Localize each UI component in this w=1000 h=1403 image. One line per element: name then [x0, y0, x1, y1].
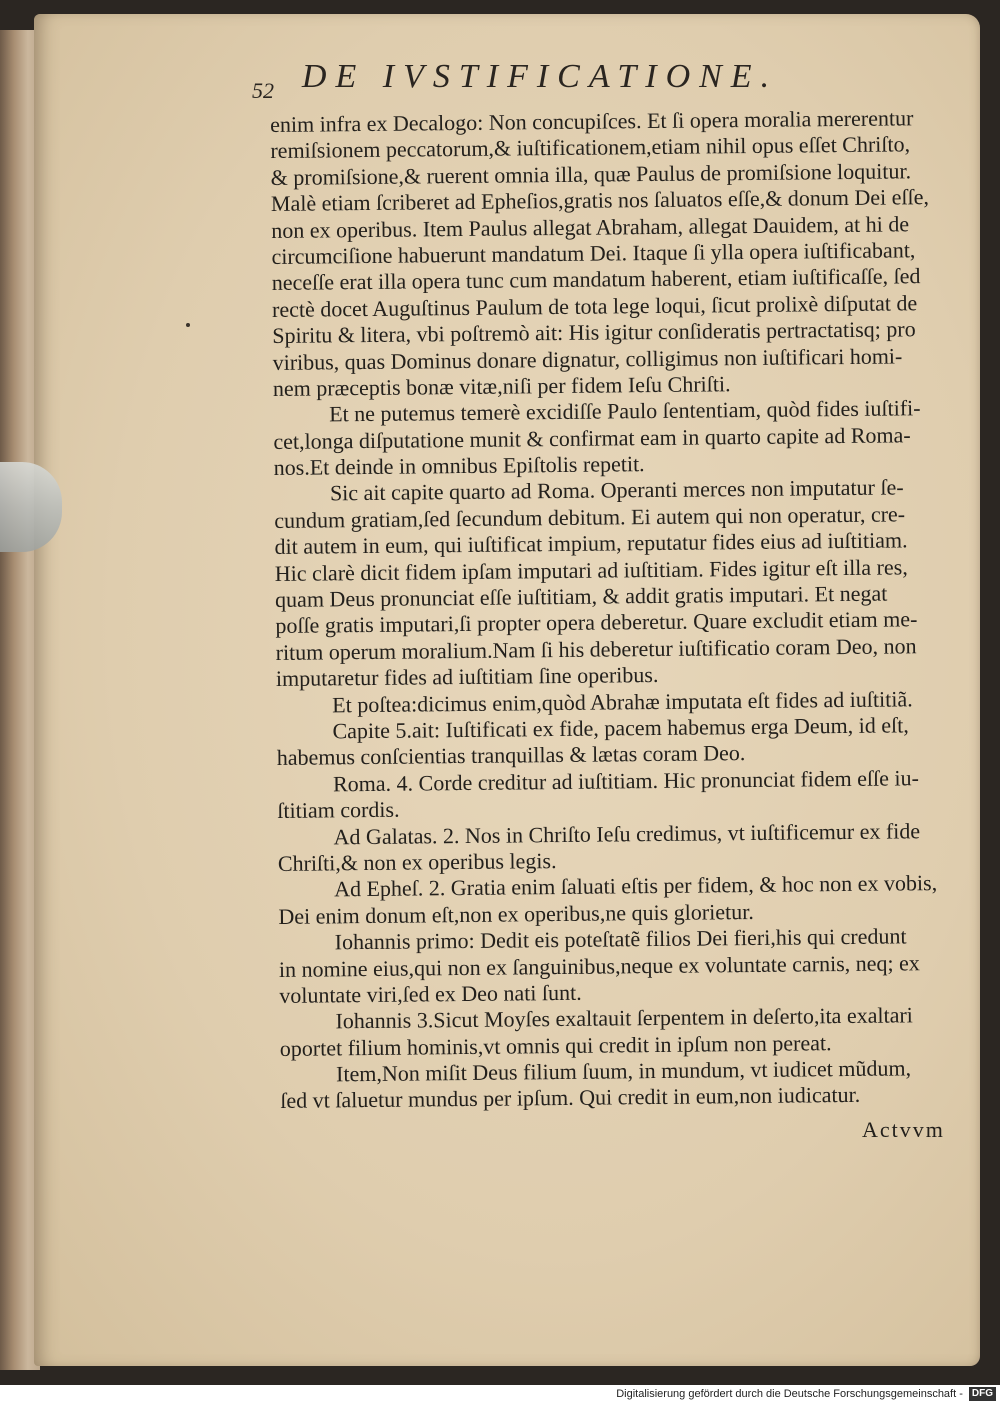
text-line: Malè etiam ſcriberet ad Epheſios,gratis nos ſaluatos eſſe,& donum Dei eſſe, [270, 184, 930, 217]
text-line: ſed vt ſaluetur mundus per ipſum. Qui credit in eum,non iudicatur. [280, 1082, 861, 1114]
text-line: Spiritu & litera, vbi poſtremò ait: His igitur conſideratis pertractatisq; pro [272, 316, 916, 349]
text-line: quam Deus pronunciat eſſe iuſtitiam, & addit gratis imputari. Et negat [274, 580, 888, 613]
text-line: neceſſe erat illa opera tunc cum mandatum haberent, etiam iuſtificaſſe, ſed [271, 263, 921, 296]
text-line: Hic clarè dicit fidem ipſam imputari ad iuſtitiam. Fides igitur eſt illa res, [274, 553, 908, 586]
text-line: rectè docet Auguſtinus Paulum de tota lege loqui, ſicut prolixè diſputat de [271, 289, 918, 322]
text-line: & promiſsione,& ruerent omnia illa, quæ Paulus de promiſsione loquitur. [270, 158, 912, 190]
text-line: imputaretur fides ad iuſtitiam ſine operibus. [275, 662, 659, 692]
text-line: Sic ait capite quarto ad Roma. Operanti merces non imputatur ſe- [329, 474, 904, 506]
digitization-footer [0, 1385, 1000, 1403]
text-line: in nomine eius,qui non ex ſanguinibus,neque ex voluntate carnis, neq; ex [278, 949, 920, 982]
text-line: voluntate viri,ſed ex Deo nati ſunt. [279, 979, 582, 1008]
ink-speck [186, 323, 190, 327]
body-text [270, 105, 980, 1115]
text-line: oportet filium hominis,vt omnis qui credit in ipſum non pereat. [279, 1029, 832, 1061]
text-line: Capite 5.ait: Iuſtificati ex fide, pacem habemus erga Deum, id eſt, [332, 712, 909, 744]
text-line: viribus, quas Dominus donare dignatur, colligimus non iuſtificari homi- [272, 342, 903, 375]
text-line: Ad Galatas. 2. Nos in Chriſto Ieſu credimus, vt iuſtificemur ex fide [333, 817, 921, 849]
text-line: Et poſtea:dicimus enim,quòd Abrahæ imputata eſt fides ad iuſtitiã. [332, 685, 913, 717]
text-line: ritum operum moralium.Nam ſi his deberetur iuſtificatio coram Deo, non [275, 633, 917, 665]
catchword: Actvvm [862, 1117, 945, 1142]
text-line: nem præceptis bonæ vitæ,niſi per fidem Ieſu Chriſti. [272, 371, 731, 401]
page-number: 52 [252, 78, 274, 103]
text-line: nos.Et deinde in omnibus Epiſtolis repetit. [273, 451, 645, 481]
funding-credit: Digitalisierung gefördert durch die Deutsche Forschungsgemeinschaft - [616, 1388, 963, 1400]
text-line: Roma. 4. Corde creditur ad iuſtitiam. Hic pronunciat fidem eſſe iu- [332, 765, 920, 797]
text-line: dit autem in eum, qui iuſtificat impium, reputatur fides eius ad iuſtitiam. [274, 527, 908, 560]
text-line: enim infra ex Decalogo: Non concupiſces. Et ſi opera moralia mererentur [270, 105, 914, 137]
text-line: Chriſti,& non ex operibus legis. [277, 847, 557, 876]
text-line: Et ne putemus temerè excidiſſe Paulo ſententiam, quòd fides iuſtifi- [329, 395, 921, 427]
text-line: habemus conſcientias tranquillas & lætas coram Deo. [276, 740, 746, 771]
text-line: poſſe gratis imputari,ſi propter opera deberetur. Quare excludit etiam me- [275, 606, 918, 639]
text-line: Iohannis primo: Dedit eis poteſtatẽ filios Dei fieri,his qui credunt [334, 923, 907, 955]
text-line: cet,longa diſputatione munit & confirmat eam in quarto capite ad Roma- [273, 421, 911, 454]
running-head: DE IVSTIFICATIONE. [301, 58, 779, 95]
text-line: cundum gratiam,ſed ſecundum debitum. Ei autem qui non operatur, cre- [274, 501, 906, 533]
text-line: circumciſione habuerunt mandatum Dei. Itaque ſi ylla opera iuſtificabant, [271, 237, 916, 269]
text-line: Item,Non miſit Deus filium ſuum, in mundum, vt iudicet mũdum, [335, 1055, 912, 1087]
text-line: Dei enim donum eſt,non ex operibus,ne quis glorietur. [278, 898, 754, 929]
text-line: non ex operibus. Item Paulus allegat Abraham, allegat Dauidem, at hi de [271, 210, 910, 243]
text-line: remiſsionem peccatorum,& iuſtificationem,etiam nihil opus eſſet Chriſto, [270, 131, 911, 164]
text-line: Ad Epheſ. 2. Gratia enim ſaluati eſtis per fidem, & hoc non ex vobis, [334, 870, 938, 902]
text-line: ſtitiam cordis. [277, 796, 400, 824]
dfg-logo: DFG [969, 1387, 996, 1401]
text-line: Iohannis 3.Sicut Moyſes exaltauit ſerpentem in deſerto,ita exaltari [335, 1002, 913, 1034]
